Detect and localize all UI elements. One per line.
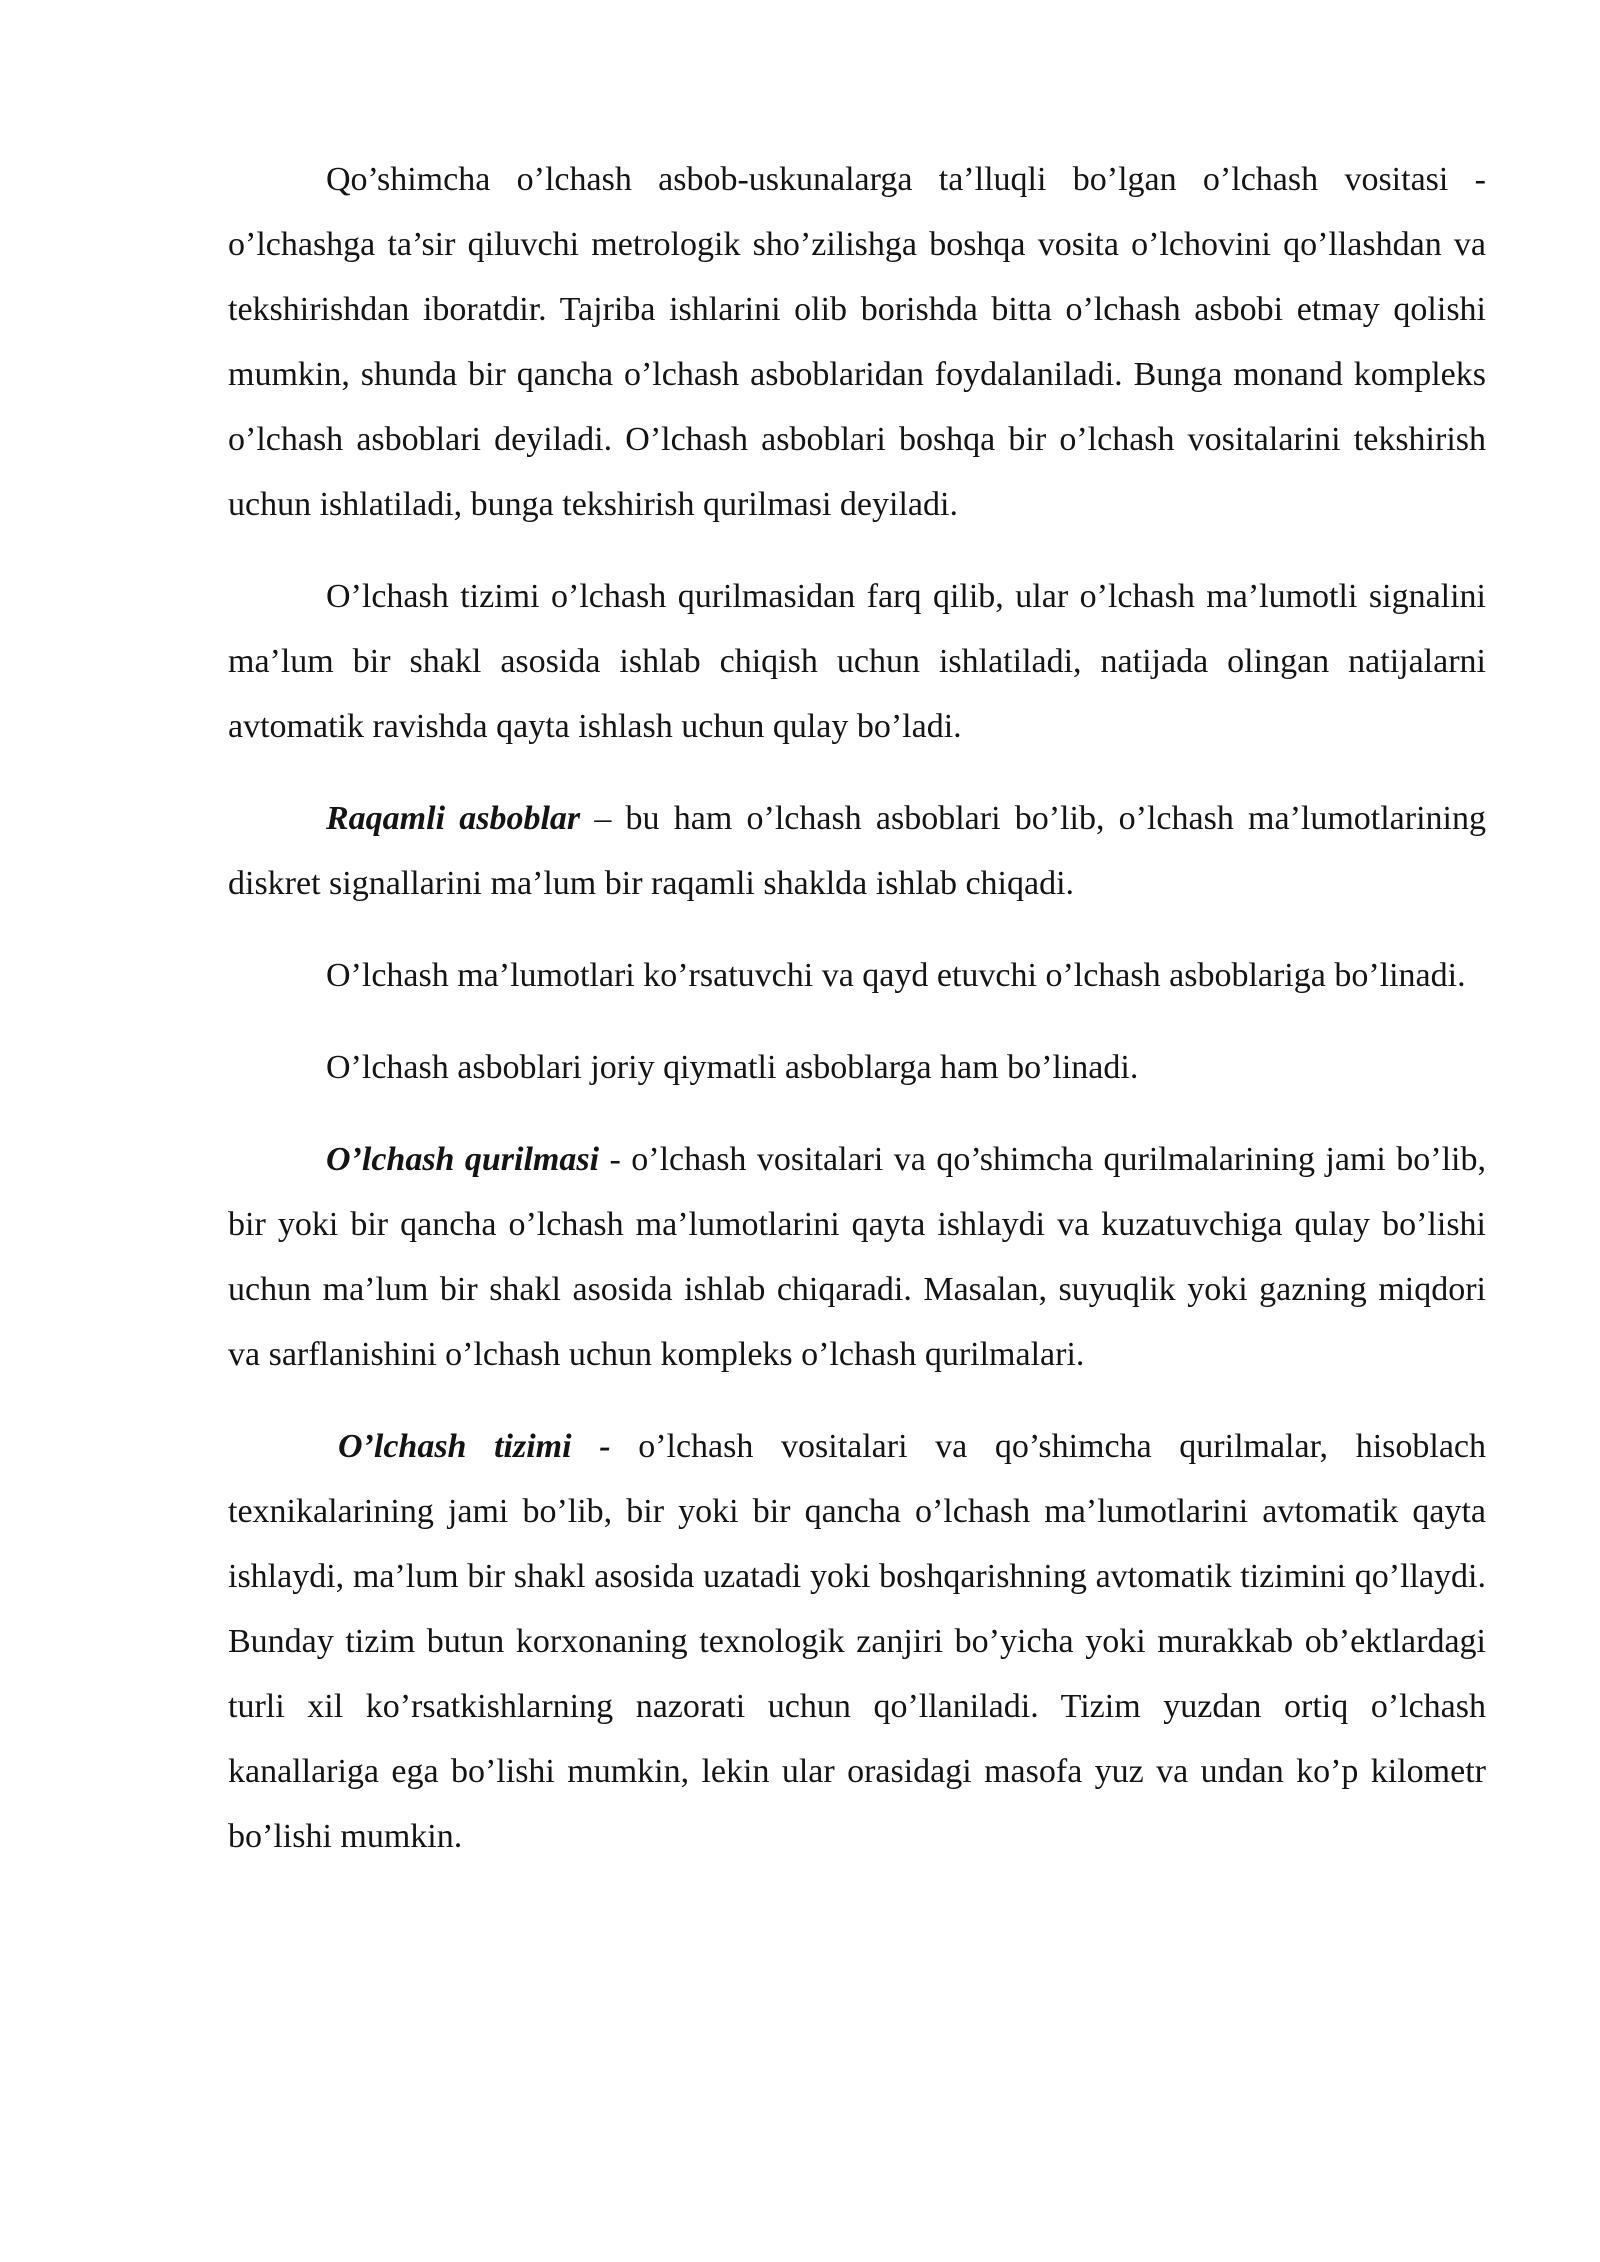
paragraph-additional-instruments (228, 147, 1486, 537)
paragraph-text: o’lchash vositalari va qo’shimcha qurilmalar, hisoblach texnikalarining jami bo’lib, bir yoki bir qancha o’lchash ma’lumotlarini avtomatik qayta ishlaydi, ma’lum bir shakl asosida uzatadi yoki boshqarishning avtomatik tizimini qo’llaydi. Bunday tizim butun korxonaning texnologik zanjiri bo’yicha yoki murakkab ob’ektlardagi turli xil ko’rsatkishlarning nazorati uchun qo’llaniladi. Tizim yuzdan ortiq o’lchash kanallariga ega bo’lishi mumkin, lekin ular orasidagi masofa yuz va undan ko’p kilometr bo’lishi mumkin. (228, 1428, 1487, 1855)
paragraph-text: – bu ham o’lchash asboblari bo’lib, o’lchash ma’lumotlarining diskret signallarini ma’lum bir raqamli shakldа ishlab chiqadi. (228, 800, 1486, 902)
document-page (228, 147, 1486, 1896)
paragraph-current-value (228, 1035, 1486, 1100)
paragraph-text: O’lchash ma’lumotlari ko’rsatuvchi va qayd etuvchi o’lchash asboblariga bo’linadi. (326, 957, 1466, 994)
paragraph-text: O’lchash tizimi o’lchash qurilmasidan farq qilib, ular o’lchash ma’lumotli signalini ma’lum bir shakl asosida ishlab chiqish uchun ishlatiladi, natijada olingan natijalarni avtomatik ravishda qayta ishlash uchun qulay bo’ladi. (228, 578, 1486, 745)
term-measuring-device: O’lchash qurilmasi (326, 1141, 600, 1178)
paragraph-indicating-recording (228, 943, 1486, 1008)
term-digital-instruments: Raqamli asboblar (326, 800, 581, 837)
paragraph-measuring-system (228, 1414, 1486, 1869)
paragraph-measuring-system-difference (228, 564, 1486, 759)
paragraph-digital-instruments (228, 786, 1486, 916)
paragraph-text: O’lchash asboblari joriy qiymatli asboblarga ham bo’linadi. (326, 1049, 1139, 1086)
term-measuring-system: O’lchash tizimi - (338, 1428, 611, 1465)
paragraph-measuring-device (228, 1127, 1486, 1387)
paragraph-text: - o’lchash vositalari va qo’shimcha qurilmalarining jami bo’lib, bir yoki bir qancha o’lchash ma’lumotlarini qayta ishlaydi va kuzatuvchiga qulay bo’lishi uchun ma’lum bir shakl asosida ishlab chiqaradi. Masalan, suyuqlik yoki gazning miqdori va sarflanishini o’lchash uchun kompleks o’lchash qurilmalari. (228, 1141, 1487, 1373)
paragraph-text: Qo’shimcha o’lchash asbob-uskunalarga ta’lluqli bo’lgan o’lchash vositasi - o’lchashga ta’sir qiluvchi metrologik sho’zilishga boshqa vosita o’lchovini qo’llashdan va tekshirishdan iboratdir. Tajriba ishlarini olib borishda bitta o’lchash asbobi etmay qolishi mumkin, shunda bir qancha o’lchash asboblaridan foydalaniladi. Bunga monand kompleks o’lchash asboblari deyiladi. O’lchash asboblari boshqa bir o’lchash vositalarini tekshirish uchun ishlatiladi, bunga tekshirish qurilmasi deyiladi. (228, 161, 1486, 523)
